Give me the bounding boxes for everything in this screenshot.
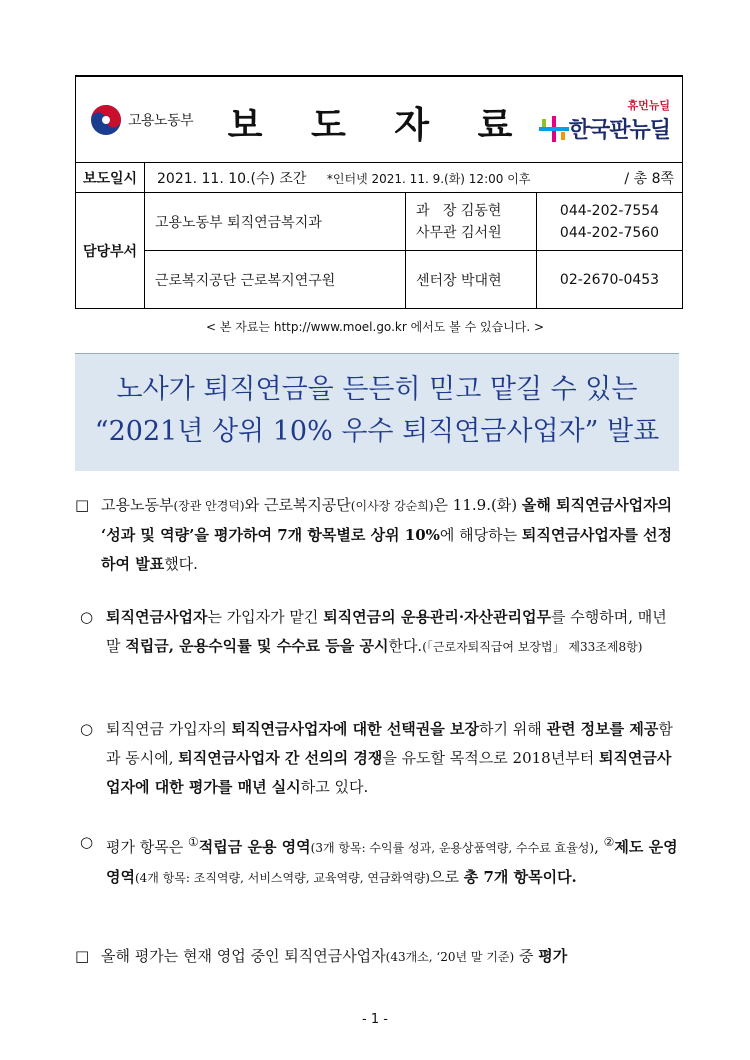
text: 를 수행하며, 매년 말 xyxy=(106,608,667,655)
dept-person: 사무관 김서원 xyxy=(416,224,502,241)
text: 퇴직연금사업자를 선정하여 발표 xyxy=(101,526,673,573)
text: 은 11.9.(화) xyxy=(433,496,522,514)
new-deal-logo xyxy=(539,97,670,144)
ministry-logo-text: 고용노동부 xyxy=(128,113,194,129)
square-bullet: □ xyxy=(75,947,90,965)
dept-phones-1 xyxy=(537,193,683,251)
circle-bullet: ○ xyxy=(80,608,94,626)
new-deal-main: 한국판뉴딜 xyxy=(568,118,670,143)
text: 에 해당하는 xyxy=(439,526,522,544)
text: 하고 있다. xyxy=(300,778,369,796)
paragraph-5 xyxy=(75,942,683,972)
text: 했다. xyxy=(164,555,198,573)
text: 함과 동시에, xyxy=(106,720,673,767)
text: 퇴직연금사업자 xyxy=(106,608,208,626)
release-label: 보도일시 xyxy=(76,163,145,193)
paragraph-2 xyxy=(80,603,683,662)
text: 을 유도할 목적으로 2018년부터 xyxy=(382,749,599,767)
dept-org-2: 근로복지공단 근로복지연구원 xyxy=(145,251,406,309)
release-info xyxy=(145,163,683,193)
circle-bullet: ○ xyxy=(80,720,94,738)
dept-phone: 044-202-7560 xyxy=(559,224,660,241)
dept-person: 센터장 박대현 xyxy=(406,251,537,309)
header-table xyxy=(75,75,683,309)
text: 퇴직연금의 운용관리·자산관리업무 xyxy=(323,608,551,626)
text: 고용노동부 xyxy=(101,496,174,514)
text: 퇴직연금사업자에 대한 선택권을 보장 xyxy=(231,720,479,738)
text: , xyxy=(594,838,604,856)
text: (4개 항목: 조직역량, 서비스역량, 교육역량, 연금화역량) xyxy=(134,871,430,885)
new-deal-icon xyxy=(539,116,569,142)
headline-box xyxy=(75,353,679,471)
text: 관련 정보를 제공 xyxy=(546,720,659,738)
text: 평가 항목은 xyxy=(106,838,188,856)
text: 적립금 운용 영역 xyxy=(198,838,311,856)
text: 하기 위해 xyxy=(478,720,547,738)
paragraph-4 xyxy=(80,828,683,893)
text: (장관 안경덕) xyxy=(173,499,245,513)
text: ① xyxy=(188,835,199,849)
text: 평가 xyxy=(538,947,568,965)
text: ② xyxy=(603,835,615,849)
banner-cell xyxy=(76,76,683,163)
text: 퇴직연금사업자에 대한 평가를 매년 실시 xyxy=(106,749,672,796)
dept-phone: 044-202-7554 xyxy=(559,202,660,219)
new-deal-sub: 휴먼뉴딜 xyxy=(627,99,670,112)
text: 올해 퇴직연금사업자의 ‘성과 및 역량’을 평가하여 7개 항목별로 상위 10% xyxy=(101,496,673,544)
page-title: 보 도 자 료 xyxy=(227,104,531,146)
headline-line-1: 노사가 퇴직연금을 든든히 믿고 맡길 수 있는 xyxy=(116,374,638,405)
circle-bullet: ○ xyxy=(80,833,94,851)
dept-phone: 02-2670-0453 xyxy=(537,251,683,309)
release-date: 2021. 11. 10.(수) 조간 xyxy=(157,170,307,187)
text: 한다. xyxy=(388,637,423,655)
page-number: - 1 - xyxy=(362,1012,388,1027)
text: 중 xyxy=(514,947,539,965)
text: 총 7개 항목이다. xyxy=(463,868,577,886)
text: (「근로자퇴직급여 보장법」 제33조제8항) xyxy=(422,640,643,654)
release-internet: *인터넷 2021. 11. 9.(화) 12:00 이후 xyxy=(326,171,531,186)
paragraph-1 xyxy=(75,491,683,579)
text: 올해 평가는 현재 영업 중인 퇴직연금사업자 xyxy=(101,947,386,965)
page-count: / 총 8쪽 xyxy=(624,170,674,187)
text: 적립금, 운용수익률 및 수수료 등을 공시 xyxy=(125,637,389,655)
website-note: < 본 자료는 http://www.moel.go.kr 에서도 볼 수 있습니다. > xyxy=(205,320,545,334)
paragraph-3 xyxy=(80,715,683,802)
dept-person: 과 장 김동현 xyxy=(416,202,502,219)
text: 으로 xyxy=(429,868,464,886)
square-bullet: □ xyxy=(75,496,90,514)
text: 와 근로복지공단 xyxy=(244,496,351,514)
text: (43개소, ‘20년 말 기준) xyxy=(385,950,515,964)
text: (이사장 강순희) xyxy=(350,499,434,513)
dept-org-1: 고용노동부 퇴직연금복지과 xyxy=(145,193,406,251)
text: (3개 항목: 수익률 성과, 운용상품역량, 수수료 효율성) xyxy=(310,841,595,855)
text: 제도 운영 영역 xyxy=(106,838,678,886)
text: 퇴직연금 가입자의 xyxy=(106,720,232,738)
headline-line-2: “2021년 상위 10% 우수 퇴직연금사업자” 발표 xyxy=(94,416,660,447)
dept-people-1 xyxy=(406,193,537,251)
text: 는 가입자가 맡긴 xyxy=(207,608,324,626)
text: 퇴직연금사업자 간 선의의 경쟁 xyxy=(178,749,383,767)
dept-label: 담당부서 xyxy=(76,193,145,309)
